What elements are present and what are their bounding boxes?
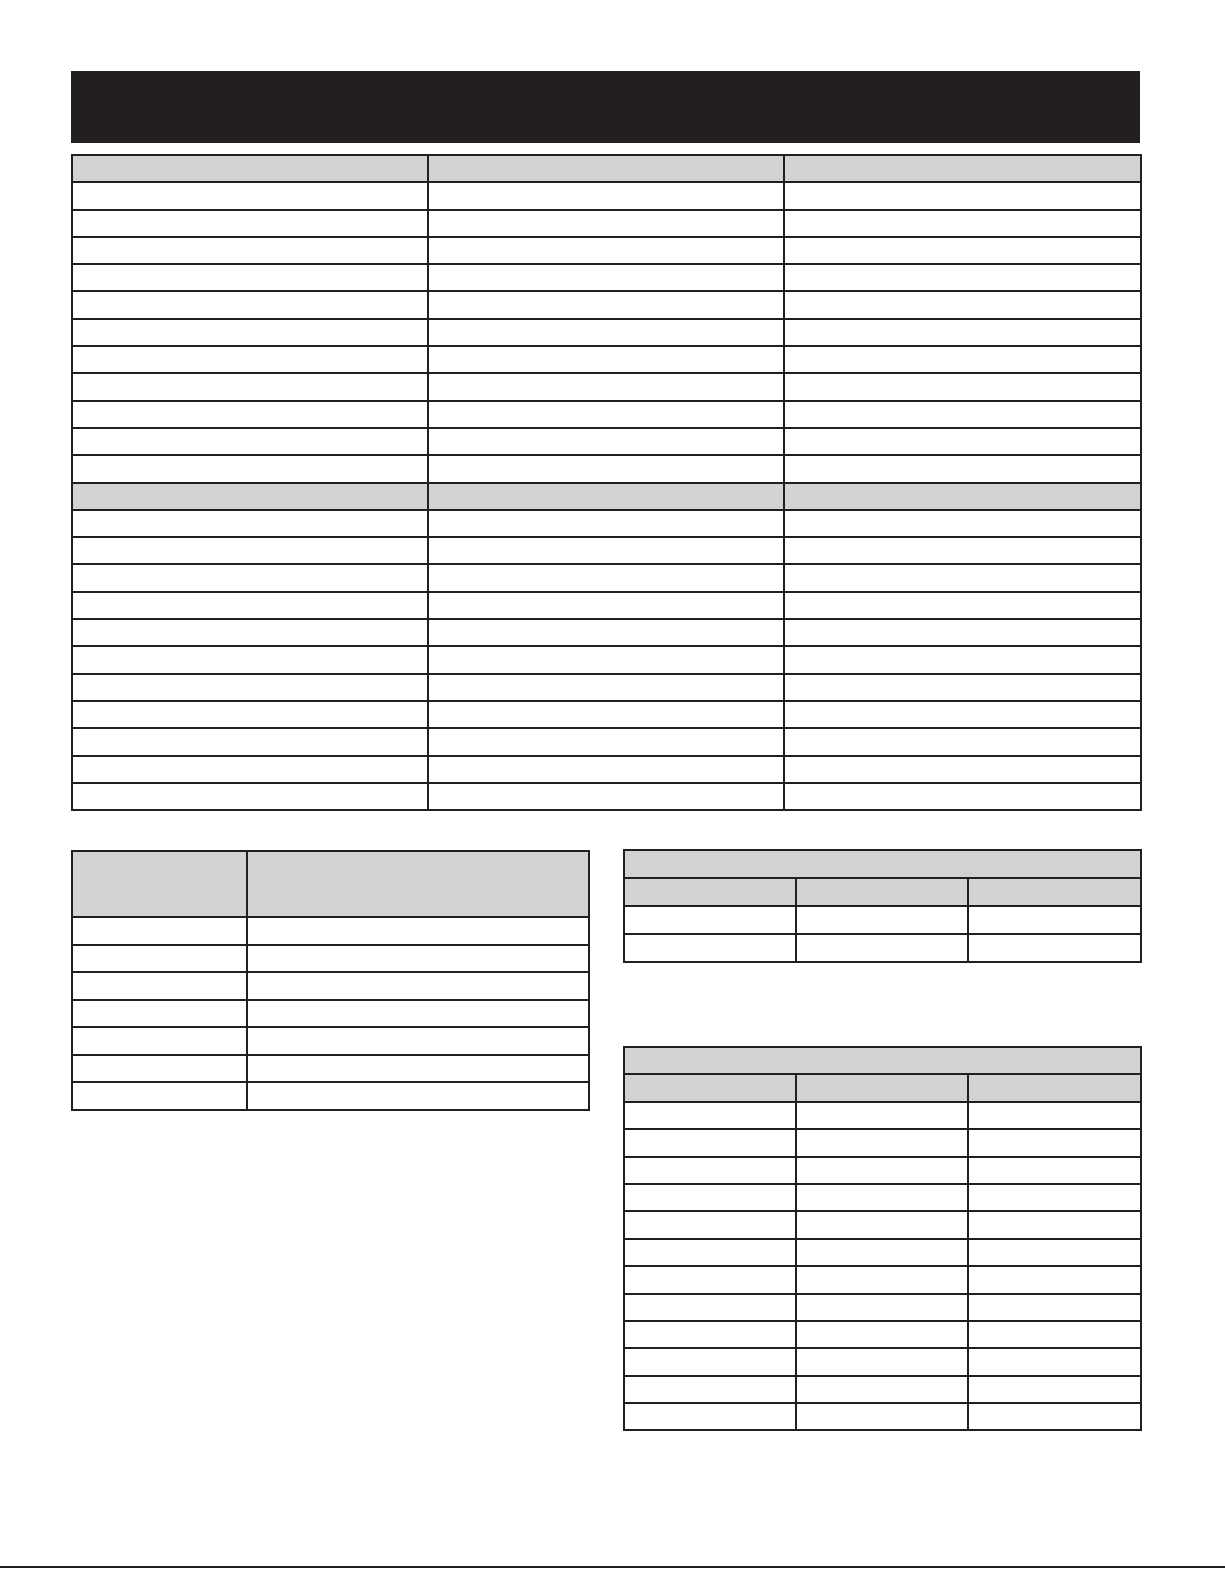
table-cell	[796, 1211, 968, 1238]
table-cell	[72, 851, 247, 917]
table-cell	[624, 1348, 796, 1375]
table-cell	[72, 155, 428, 182]
table-cell	[784, 674, 1141, 701]
table-row	[72, 401, 1141, 428]
table-cell	[247, 851, 589, 917]
table-row	[72, 1027, 589, 1055]
table-cell	[72, 455, 428, 482]
table-cell	[428, 373, 784, 400]
table-row	[72, 210, 1141, 237]
table-cell	[784, 428, 1141, 455]
table-cell	[796, 1184, 968, 1211]
table-cell	[796, 1239, 968, 1266]
table-cell	[428, 537, 784, 564]
left-table	[71, 850, 590, 1111]
table-cell	[72, 728, 428, 755]
table-cell	[968, 1321, 1141, 1348]
table-cell	[428, 783, 784, 810]
table-row	[624, 1211, 1141, 1238]
table-cell	[72, 945, 247, 973]
table-cell	[624, 1239, 796, 1266]
table-cell	[784, 373, 1141, 400]
table-cell	[796, 1129, 968, 1156]
table-cell	[72, 1027, 247, 1055]
table-cell	[428, 428, 784, 455]
footer-rule	[0, 1566, 1225, 1568]
table-cell	[784, 510, 1141, 537]
table-cell	[968, 1266, 1141, 1293]
table-cell	[784, 264, 1141, 291]
table-cell	[968, 1376, 1141, 1403]
table-row	[72, 428, 1141, 455]
table-cell	[72, 1082, 247, 1110]
table-row	[624, 1266, 1141, 1293]
table-header-row	[72, 851, 589, 917]
table-cell	[72, 592, 428, 619]
table-cell	[428, 483, 784, 510]
table-cell	[624, 878, 796, 906]
table-cell	[428, 701, 784, 728]
table-cell	[247, 917, 589, 945]
table-cell	[784, 619, 1141, 646]
right-top-table	[623, 849, 1142, 963]
table-cell	[624, 1266, 796, 1293]
table-row	[72, 455, 1141, 482]
table-cell	[968, 1074, 1141, 1101]
table-cell	[968, 906, 1141, 934]
table-cell	[624, 1129, 796, 1156]
table-row	[72, 291, 1141, 318]
table-cell	[968, 934, 1141, 962]
table-cell	[624, 850, 1141, 878]
table-row	[72, 346, 1141, 373]
table-cell	[624, 1294, 796, 1321]
table-header-row	[72, 155, 1141, 182]
table-cell	[784, 182, 1141, 209]
table-cell	[784, 483, 1141, 510]
table-cell	[428, 346, 784, 373]
table-cell	[247, 1082, 589, 1110]
table-cell	[784, 455, 1141, 482]
table-cell	[968, 1184, 1141, 1211]
table-cell	[796, 934, 968, 962]
table-row	[72, 182, 1141, 209]
table-header-row	[624, 1074, 1141, 1101]
table-cell	[624, 906, 796, 934]
table-row	[72, 917, 589, 945]
table-cell	[968, 1239, 1141, 1266]
table-row	[72, 510, 1141, 537]
table-cell	[428, 264, 784, 291]
table-row	[72, 537, 1141, 564]
table-cell	[72, 319, 428, 346]
table-cell	[428, 291, 784, 318]
table-cell	[72, 428, 428, 455]
table-cell	[428, 401, 784, 428]
table-cell	[72, 1055, 247, 1083]
table-cell	[72, 346, 428, 373]
table-cell	[72, 972, 247, 1000]
table-cell	[796, 1102, 968, 1129]
table-cell	[428, 455, 784, 482]
table-cell	[72, 483, 428, 510]
table-cell	[784, 756, 1141, 783]
table-cell	[796, 1074, 968, 1101]
table-cell	[428, 319, 784, 346]
table-cell	[968, 1129, 1141, 1156]
table-row	[72, 756, 1141, 783]
table-cell	[428, 155, 784, 182]
table-row	[624, 1348, 1141, 1375]
table-cell	[72, 182, 428, 209]
table-row	[624, 1294, 1141, 1321]
table-row	[624, 1184, 1141, 1211]
table-cell	[72, 237, 428, 264]
table-cell	[72, 537, 428, 564]
table-row	[72, 1082, 589, 1110]
table-cell	[796, 1348, 968, 1375]
table-cell	[796, 1294, 968, 1321]
table-row	[72, 945, 589, 973]
table-cell	[72, 564, 428, 591]
table-cell	[72, 674, 428, 701]
table-cell	[247, 972, 589, 1000]
table-row	[72, 728, 1141, 755]
table-row	[72, 319, 1141, 346]
table-cell	[72, 783, 428, 810]
table-cell	[624, 1074, 796, 1101]
table-cell	[72, 373, 428, 400]
table-cell	[247, 1027, 589, 1055]
spec-table	[71, 154, 1142, 811]
table-row	[72, 564, 1141, 591]
table-row	[72, 373, 1141, 400]
table-cell	[968, 1157, 1141, 1184]
table-cell	[428, 564, 784, 591]
table-cell	[784, 592, 1141, 619]
table-cell	[72, 210, 428, 237]
table-cell	[72, 756, 428, 783]
table-row	[72, 674, 1141, 701]
table-row	[72, 646, 1141, 673]
table-cell	[72, 917, 247, 945]
table-cell	[428, 674, 784, 701]
table-cell	[796, 878, 968, 906]
table-cell	[624, 934, 796, 962]
table-cell	[247, 1055, 589, 1083]
table-cell	[784, 564, 1141, 591]
table-cell	[624, 1376, 796, 1403]
table-cell	[784, 291, 1141, 318]
table-cell	[624, 1157, 796, 1184]
right-bottom-table	[623, 1046, 1142, 1431]
table-cell	[428, 728, 784, 755]
table-cell	[428, 592, 784, 619]
page-title-bar	[71, 71, 1140, 143]
table-row	[72, 1055, 589, 1083]
table-cell	[72, 510, 428, 537]
table-cell	[72, 619, 428, 646]
table-cell	[784, 319, 1141, 346]
table-cell	[784, 646, 1141, 673]
table-cell	[428, 756, 784, 783]
table-cell	[72, 264, 428, 291]
table-cell	[428, 182, 784, 209]
table-cell	[784, 210, 1141, 237]
table-cell	[247, 945, 589, 973]
table-cell	[428, 646, 784, 673]
table-cell	[784, 237, 1141, 264]
table-cell	[796, 1403, 968, 1430]
table-cell	[784, 346, 1141, 373]
table-row	[624, 1157, 1141, 1184]
table-row	[72, 783, 1141, 810]
table-row	[72, 237, 1141, 264]
table-cell	[784, 537, 1141, 564]
table-header-row	[624, 878, 1141, 906]
table-cell	[784, 728, 1141, 755]
table-cell	[796, 906, 968, 934]
table-cell	[784, 155, 1141, 182]
table-row	[624, 934, 1141, 962]
table-cell	[72, 701, 428, 728]
table-row	[624, 1102, 1141, 1129]
table-cell	[968, 1102, 1141, 1129]
table-cell	[428, 237, 784, 264]
table-cell	[796, 1376, 968, 1403]
table-cell	[796, 1266, 968, 1293]
table-cell	[968, 1403, 1141, 1430]
table-row	[624, 1129, 1141, 1156]
table-cell	[624, 1321, 796, 1348]
table-cell	[247, 1000, 589, 1028]
table-cell	[624, 1047, 1141, 1074]
table-row	[72, 619, 1141, 646]
table-cell	[784, 401, 1141, 428]
table-row	[624, 1376, 1141, 1403]
table-row	[72, 592, 1141, 619]
table-cell	[428, 510, 784, 537]
table-cell	[784, 783, 1141, 810]
table-row	[72, 1000, 589, 1028]
table-cell	[968, 1211, 1141, 1238]
table-row	[624, 1239, 1141, 1266]
table-cell	[624, 1211, 796, 1238]
table-cell	[796, 1157, 968, 1184]
table-row	[624, 906, 1141, 934]
table-row	[624, 1403, 1141, 1430]
table-cell	[784, 701, 1141, 728]
table-cell	[624, 1184, 796, 1211]
table-title-row	[624, 850, 1141, 878]
table-cell	[624, 1403, 796, 1430]
table-cell	[968, 1294, 1141, 1321]
table-header-row	[72, 483, 1141, 510]
table-cell	[72, 401, 428, 428]
table-cell	[72, 1000, 247, 1028]
table-row	[72, 264, 1141, 291]
table-row	[624, 1321, 1141, 1348]
table-cell	[428, 210, 784, 237]
table-title-row	[624, 1047, 1141, 1074]
table-row	[72, 972, 589, 1000]
table-cell	[72, 646, 428, 673]
table-cell	[796, 1321, 968, 1348]
table-cell	[968, 878, 1141, 906]
table-row	[72, 701, 1141, 728]
table-cell	[624, 1102, 796, 1129]
table-cell	[968, 1348, 1141, 1375]
table-cell	[428, 619, 784, 646]
table-cell	[72, 291, 428, 318]
